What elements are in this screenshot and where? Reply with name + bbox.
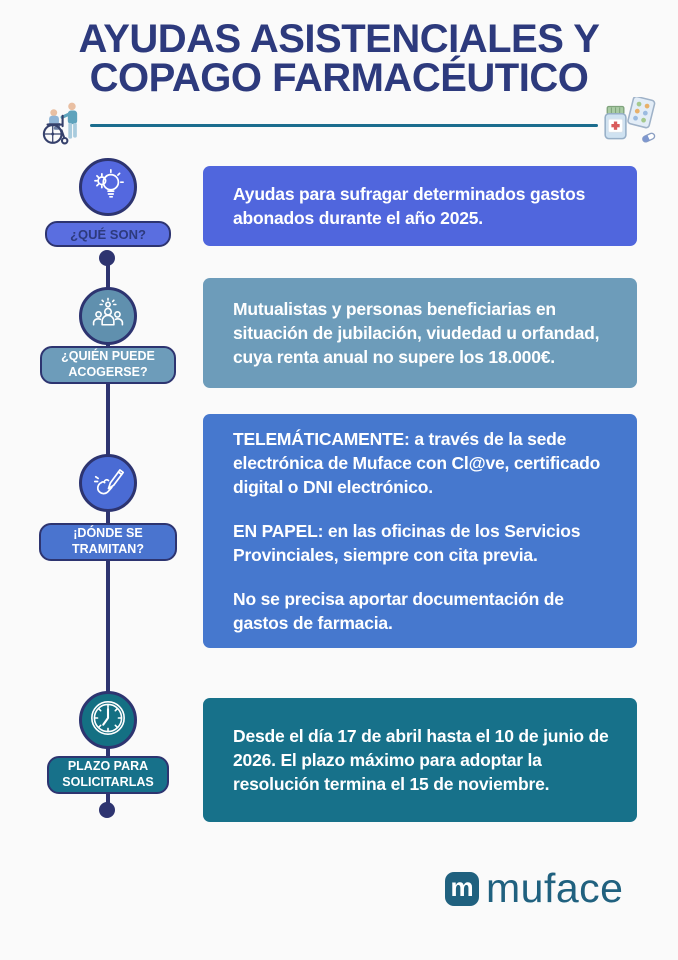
people-icon — [90, 297, 126, 335]
section-que-son-label: ¿QUÉ SON? — [45, 221, 171, 247]
en-papel-text: en las oficinas de los Servicios Provinciales, siempre con cita previa. — [233, 521, 581, 565]
idea-gear-icon — [91, 168, 125, 207]
muface-logo-mark: m — [445, 872, 479, 906]
section-quien-text: Mutualistas y personas beneficiarias en situación de jubilación, viudedad u orfandad, cuya renta anual no supere los 18.000€. — [233, 299, 600, 367]
section-donde-paragraph-en-papel — [233, 519, 613, 567]
timeline-dot-bottom — [99, 802, 115, 818]
section-quien-box — [203, 278, 637, 388]
page-title-line1: AYUDAS ASISTENCIALES Y — [78, 17, 600, 61]
muface-logo-text: muface — [486, 865, 624, 911]
nota-text: No se precisa aportar documentación de gastos de farmacia. — [233, 589, 564, 633]
section-plazo-circle — [79, 691, 137, 749]
section-plazo-label: PLAZO PARA SOLICITARLAS — [47, 756, 169, 794]
header-divider — [90, 124, 598, 127]
telematicamente-lead: TELEMÁTICAMENTE: — [233, 429, 410, 449]
section-quien-label: ¿QUIÉN PUEDE ACOGERSE? — [40, 346, 176, 384]
en-papel-lead: EN PAPEL: — [233, 521, 324, 541]
muface-logo — [445, 865, 624, 911]
page-title-line2: COPAGO FARMACÉUTICO — [89, 56, 589, 100]
hand-pen-icon — [91, 464, 125, 503]
section-que-son-text: Ayudas para sufragar determinados gastos abonados durante el año 2025. — [233, 184, 586, 228]
section-quien-circle — [79, 287, 137, 345]
section-plazo-box — [203, 698, 637, 822]
section-donde-paragraph-telematicamente — [233, 427, 613, 499]
section-que-son-box — [203, 166, 637, 246]
section-donde-circle — [79, 454, 137, 512]
medicines-icon — [600, 97, 658, 145]
clock-icon — [89, 699, 127, 742]
wheelchair-caregiver-icon — [34, 99, 86, 145]
page-title — [0, 17, 678, 100]
section-donde-label: ¡DÓNDE SE TRAMITAN? — [39, 523, 177, 561]
section-que-son-circle — [79, 158, 137, 216]
section-donde-paragraph-nota — [233, 587, 613, 635]
telematicamente-text: a través de la sede electrónica de Muface con Cl@ve, certificado digital o DNI electrónico. — [233, 429, 601, 497]
section-donde-box — [203, 414, 637, 648]
timeline-dot-top — [99, 250, 115, 266]
section-plazo-text: Desde el día 17 de abril hasta el 10 de junio de 2026. El plazo máximo para adoptar la resolución termina el 15 de noviembre. — [233, 726, 609, 794]
